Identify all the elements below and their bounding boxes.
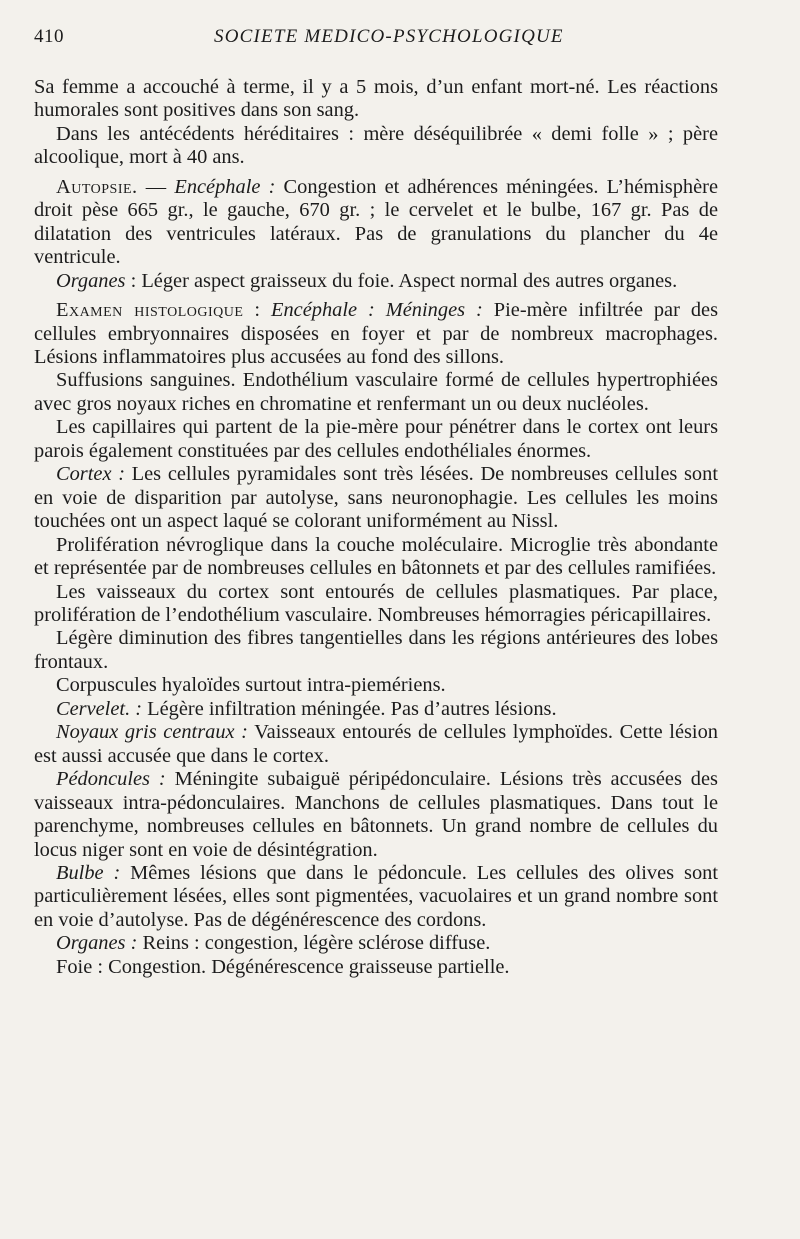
paragraph: Examen histologique : Encéphale : Méninges : Pie-mère infiltrée par des cellules embryonnaires disposées en foyer et par de nombreux macrophages. Lésions inflammatoires plus accusées au fond des sillons.	[34, 299, 718, 368]
paragraph-label: Bulbe :	[56, 861, 121, 884]
running-head: SOCIETE MEDICO-PSYCHOLOGIQUE	[214, 26, 564, 47]
paragraph: Bulbe : Mêmes lésions que dans le pédoncule. Les cellules des olives sont particulièrement lésées, elles sont pigmentées, vacuolaires et un grand nombre sont en voie d’autolyse. Pas de dégénérescence des cordons.	[34, 861, 718, 931]
paragraph-label: Noyaux gris centraux :	[56, 721, 248, 744]
paragraph: Autopsie. — Encéphale : Congestion et adhérences méningées. L’hémisphère droit pèse 665 gr., le gauche, 670 gr. ; le cervelet et le bulbe, 167 gr. Pas de dilatation des ventricules latéraux. Pas de granulations du plancher du 4e ventricule.	[34, 175, 718, 269]
paragraph: Cortex : Les cellules pyramidales sont très lésées. De nombreuses cellules sont en voie de disparition par autolyse, sans neuronophagie. Les cellules les moins touchées ont un aspect laqué se colorant uniformément au Nissl.	[34, 463, 718, 533]
paragraph-label: Organes :	[56, 932, 138, 955]
section-heading: Autopsie.	[56, 175, 138, 198]
paragraph: Suffusions sanguines. Endothélium vasculaire formé de cellules hypertrophiées avec gros noyaux riches en chromatine et renfermant un ou deux nucléoles.	[34, 369, 718, 415]
paragraph-label: Organes	[56, 269, 126, 292]
paragraph-label: Encéphale :	[174, 175, 276, 198]
paragraph-label: Cervelet. :	[56, 697, 143, 720]
paragraph: Noyaux gris centraux : Vaisseaux entourés de cellules lymphoïdes. Cette lésion est aussi accusée que dans le cortex.	[34, 721, 718, 767]
paragraph: Légère diminution des fibres tangentielles dans les régions antérieures des lobes frontaux.	[34, 627, 718, 673]
paragraph: Les vaisseaux du cortex sont entourés de cellules plasmatiques. Par place, prolifération de l’endothélium vasculaire. Nombreuses hémorragies péricapillaires.	[34, 580, 718, 626]
paragraph: Organes : Reins : congestion, légère sclérose diffuse.	[56, 932, 491, 955]
paragraph: Corpuscules hyaloïdes surtout intra-piemériens.	[56, 674, 446, 697]
paragraph: Cervelet. : Légère infiltration méningée. Pas d’autres lésions.	[56, 697, 557, 720]
paragraph: Sa femme a accouché à terme, il y a 5 mois, d’un enfant mort-né. Les réactions humorales sont positives dans son sang.	[34, 76, 718, 122]
paragraph: Dans les antécédents héréditaires : mère déséquilibrée « demi folle » ; père alcoolique, mort à 40 ans.	[34, 122, 718, 169]
page-number: 410	[34, 26, 64, 47]
paragraph-label: Pédoncules :	[56, 768, 166, 791]
body-text	[34, 76, 718, 979]
paragraph: Pédoncules : Méningite subaiguë péripédonculaire. Lésions très accusées des vaisseaux intra-pédonculaires. Manchons de cellules plasmatiques. Dans tout le parenchyme, nombreuses cellules en bâtonnets. Un grand nombre de cellules du locus niger sont en voie de désintégration.	[34, 768, 718, 861]
paragraph: Les capillaires qui partent de la pie-mère pour pénétrer dans le cortex ont leurs parois également constituées par des cellules endothéliales énormes.	[34, 416, 718, 462]
paragraph: Organes : Léger aspect graisseux du foie. Aspect normal des autres organes.	[56, 269, 678, 292]
section-heading: Examen histologique	[56, 299, 244, 322]
page-header	[34, 26, 764, 56]
paragraph-label: Encéphale : Méninges :	[271, 299, 483, 322]
paragraph: Prolifération névroglique dans la couche moléculaire. Microglie très abondante et représentée par de nombreuses cellules en bâtonnets et par des cellules ramifiées.	[34, 533, 718, 580]
paragraph: Foie : Congestion. Dégénérescence graisseuse partielle.	[56, 955, 510, 978]
paragraph-label: Cortex :	[56, 463, 125, 486]
